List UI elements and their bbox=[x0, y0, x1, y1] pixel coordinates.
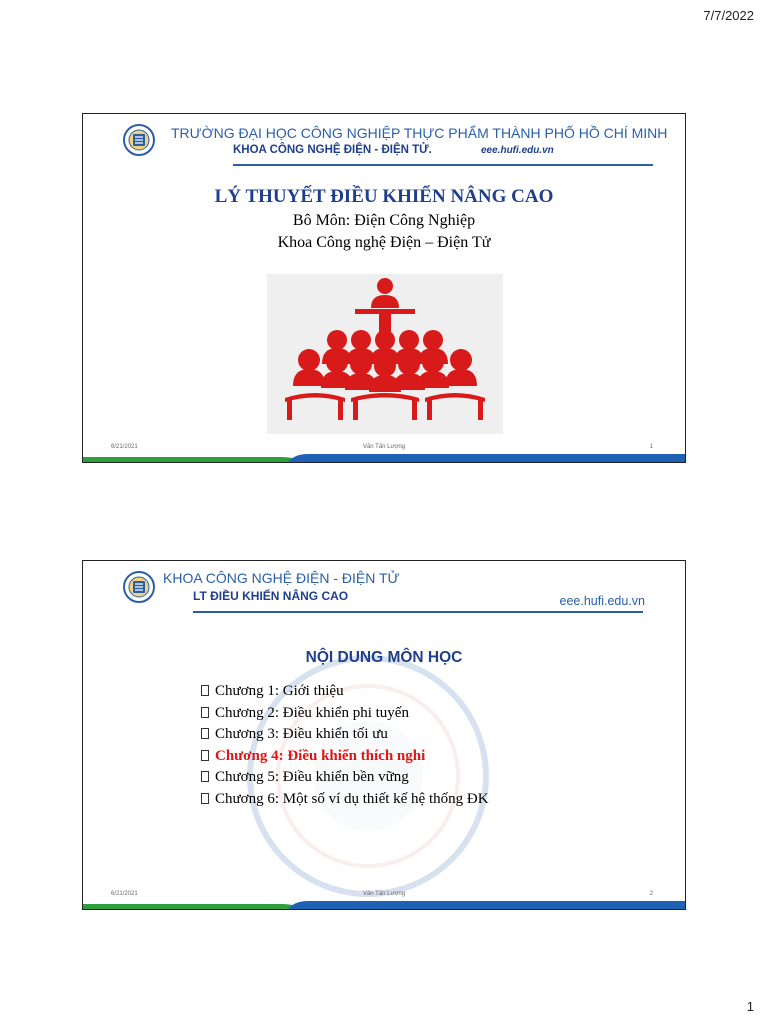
footer-author: Văn Tấn Lượng bbox=[362, 444, 406, 450]
checkbox-bullet-icon bbox=[201, 707, 209, 718]
faculty-name: KHOA CÔNG NGHỆ ĐIỆN - ĐIỆN TỬ. bbox=[233, 144, 432, 156]
checkbox-bullet-icon bbox=[201, 685, 209, 696]
syllabus-heading: NỘI DUNG MÔN HỌC bbox=[305, 649, 463, 666]
faculty-name: KHOA CÔNG NGHỆ ĐIỆN - ĐIỆN TỬ bbox=[163, 570, 400, 586]
hufi-logo-icon bbox=[123, 124, 155, 156]
chapter-item: Chương 4: Điều khiển thích nghi bbox=[201, 746, 489, 768]
slide-1 bbox=[82, 113, 686, 463]
faculty-website: eee.hufi.edu.vn bbox=[481, 145, 554, 156]
header-divider bbox=[233, 164, 653, 166]
page-date: 7/7/2022 bbox=[703, 8, 754, 23]
faculty-line: Khoa Công nghệ Điện – Điện Tử bbox=[277, 234, 491, 251]
course-title: LÝ THUYẾT ĐIỀU KHIỂN NÂNG CAO bbox=[214, 186, 554, 207]
page-number: 1 bbox=[746, 999, 754, 1014]
chapter-item: Chương 5: Điều khiển bền vững bbox=[201, 767, 489, 789]
university-name: TRƯỜNG ĐẠI HỌC CÔNG NGHIỆP THỰC PHẨM THÀNH PHỐ HỒ CHÍ MINH bbox=[171, 125, 668, 141]
footer-author: Văn Tấn Lượng bbox=[362, 891, 406, 897]
checkbox-bullet-icon bbox=[201, 771, 209, 782]
footer-slide-number: 1 bbox=[649, 444, 653, 450]
checkbox-bullet-icon bbox=[201, 793, 209, 804]
footer-bar bbox=[83, 454, 685, 462]
footer-bar bbox=[83, 901, 685, 909]
chapter-item: Chương 6: Một số ví dụ thiết kế hệ thống ĐK bbox=[201, 789, 489, 811]
footer-date: 6/21/2021 bbox=[111, 891, 138, 897]
footer-slide-number: 2 bbox=[649, 891, 653, 897]
chapter-item: Chương 1: Giới thiệu bbox=[201, 681, 489, 703]
chapter-item: Chương 3: Điều khiển tối ưu bbox=[201, 724, 489, 746]
header-divider bbox=[193, 611, 643, 613]
course-name: LT ĐIỀU KHIỂN NÂNG CAO bbox=[193, 589, 349, 603]
hufi-logo-icon bbox=[123, 571, 155, 603]
footer-date: 6/21/2021 bbox=[111, 444, 138, 450]
chapter-list bbox=[201, 681, 489, 810]
checkbox-bullet-icon bbox=[201, 750, 209, 761]
checkbox-bullet-icon bbox=[201, 728, 209, 739]
faculty-website: eee.hufi.edu.vn bbox=[559, 594, 645, 608]
slide-2 bbox=[82, 560, 686, 910]
chapter-item: Chương 2: Điều khiển phi tuyến bbox=[201, 703, 489, 725]
department-line: Bô Môn: Điện Công Nghiệp bbox=[292, 212, 476, 229]
classroom-audience-icon bbox=[267, 274, 503, 434]
